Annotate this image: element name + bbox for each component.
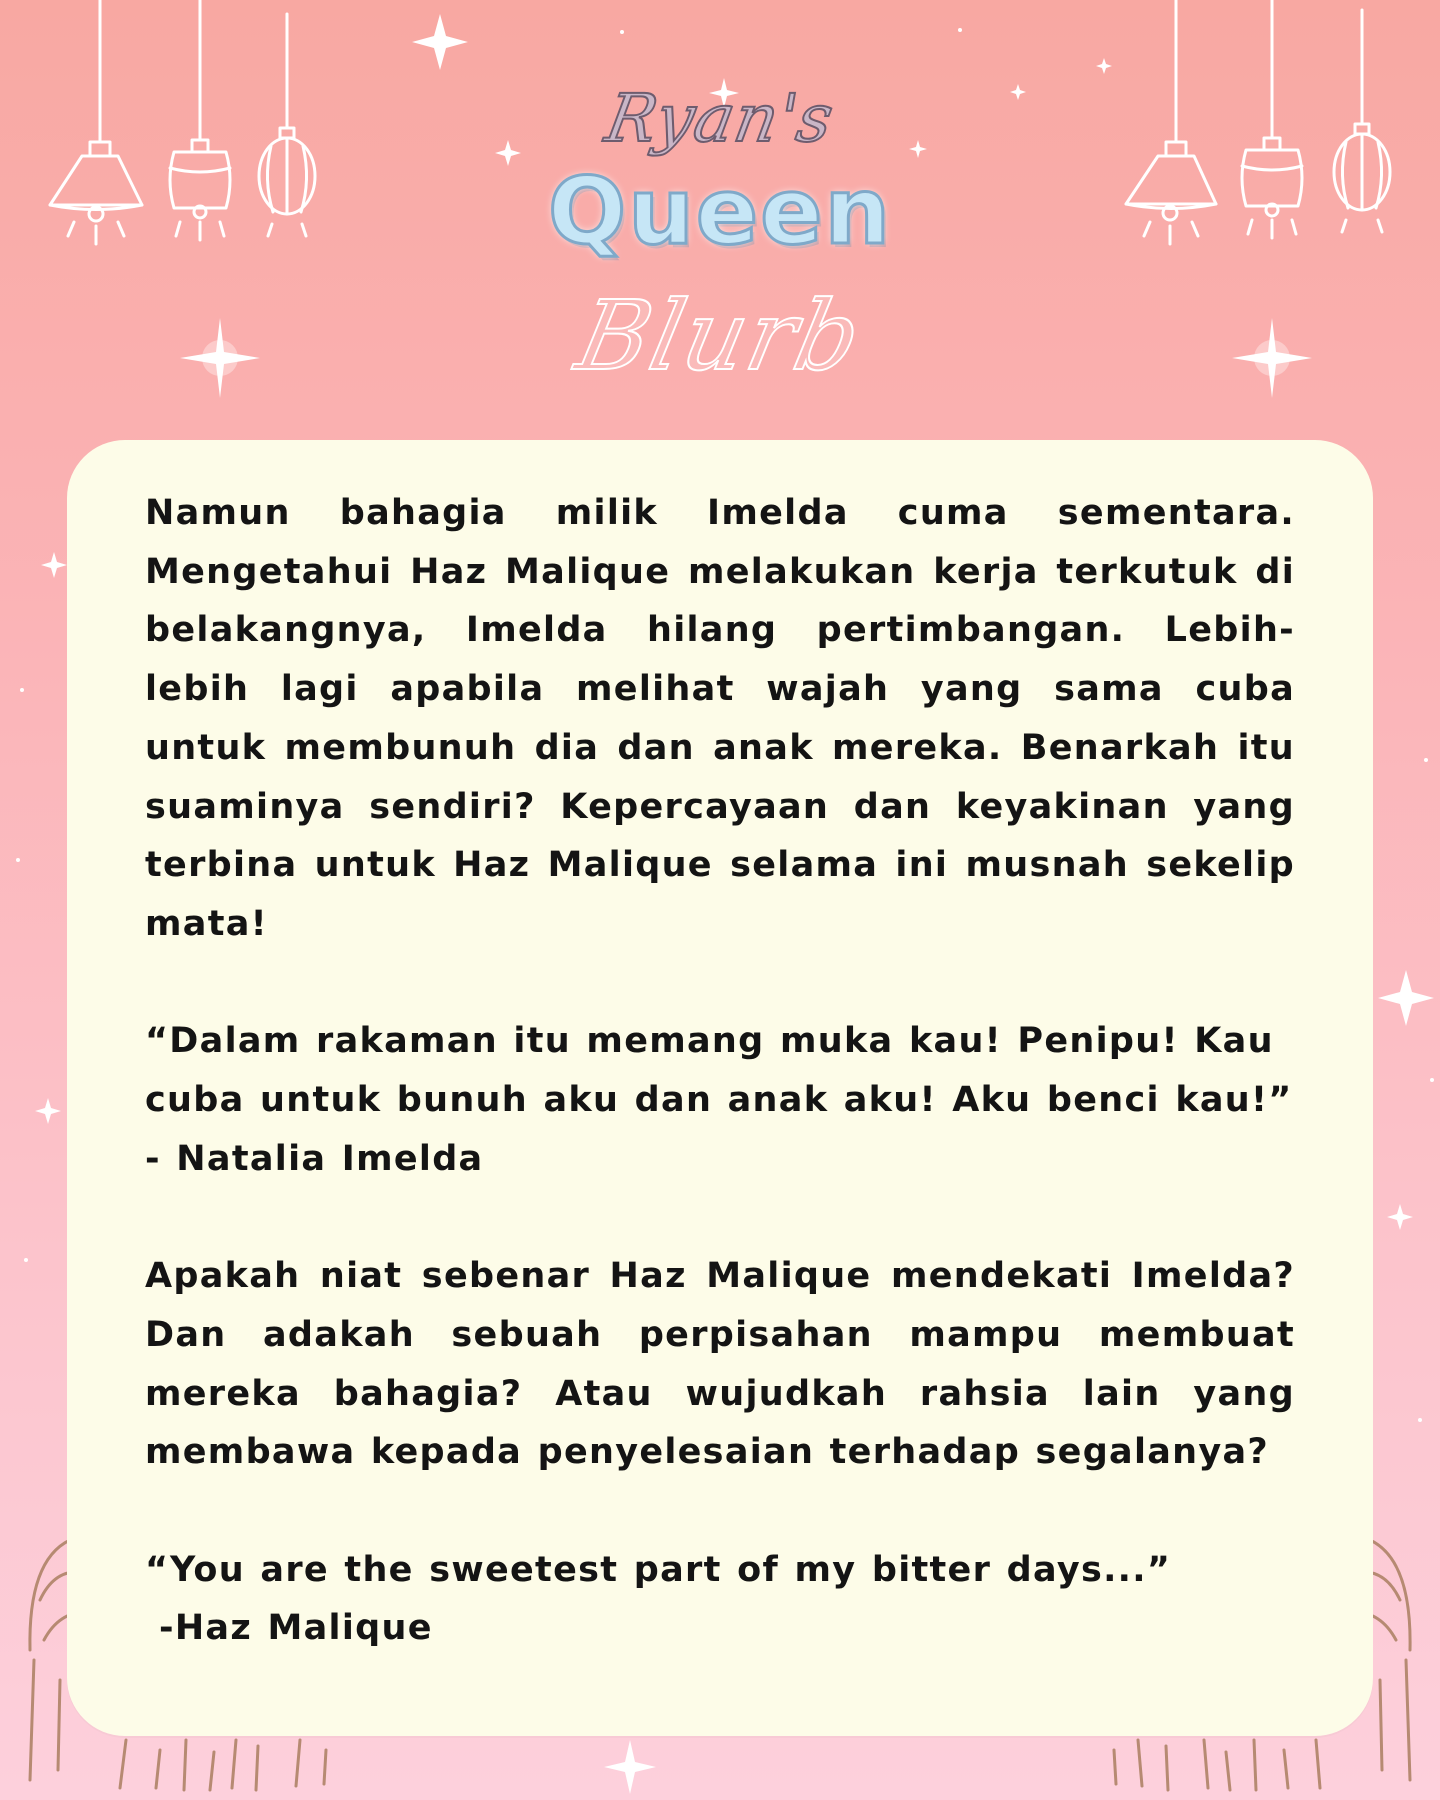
quote-1-attribution: - Natalia Imelda xyxy=(145,1138,484,1179)
sparkle-icon xyxy=(35,1098,61,1124)
blurb-text xyxy=(145,484,1295,1658)
title-main: Queen xyxy=(548,158,892,265)
sparkle-icon xyxy=(412,14,468,70)
sparkle-icon xyxy=(1232,318,1312,398)
title-block xyxy=(470,70,970,410)
sparkle-icon xyxy=(180,318,260,398)
hanging-lamp-icon xyxy=(50,0,142,244)
sparkle-icon xyxy=(604,1740,656,1794)
blurb-paragraph-1: Namun bahagia milik Imelda cuma sementara. Mengetahui Haz Malique melakukan kerja terkutuk di belakangnya, Imelda hilang pertimbangan. Lebih-lebih lagi apabila melihat wajah yang sama cuba untuk membunuh dia dan anak mereka. Benarkah itu suaminya sendiri? Kepercayaan dan keyakinan yang terbina untuk Haz Malique selama ini musnah sekelip mata! xyxy=(145,493,1295,944)
quote-2-text: “You are the sweetest part of my bitter days...” xyxy=(145,1549,1172,1590)
hanging-lamp-icon xyxy=(259,14,315,236)
blurb-card xyxy=(67,440,1373,1736)
hanging-lamp-icon xyxy=(1126,0,1216,244)
sparkle-icon xyxy=(41,552,67,578)
hanging-lamp-icon xyxy=(1242,0,1302,238)
sparkle-icon xyxy=(1096,58,1112,74)
hanging-lamp-icon xyxy=(170,0,230,240)
subtitle: Blurb xyxy=(567,280,873,392)
title-script: Ryan's xyxy=(600,80,840,157)
hanging-lamp-icon xyxy=(1334,10,1390,232)
quote-1-text: “Dalam rakaman itu memang muka kau! Penipu! Kau cuba untuk bunuh aku dan anak aku! Aku benci kau!” xyxy=(145,1021,1293,1121)
sparkle-icon xyxy=(1010,84,1026,100)
sparkle-icon xyxy=(1387,1204,1413,1230)
quote-2 xyxy=(145,1541,1295,1658)
quote-1 xyxy=(145,1012,1295,1188)
sparkle-icon xyxy=(1378,970,1434,1026)
quote-2-attribution: -Haz Malique xyxy=(159,1608,433,1649)
blurb-paragraph-2: Apakah niat sebenar Haz Malique mendekati Imelda? Dan adakah sebuah perpisahan mampu membuat mereka bahagia? Atau wujudkah rahsia lain yang membawa kepada penyelesaian terhadap segalanya? xyxy=(145,1256,1295,1473)
